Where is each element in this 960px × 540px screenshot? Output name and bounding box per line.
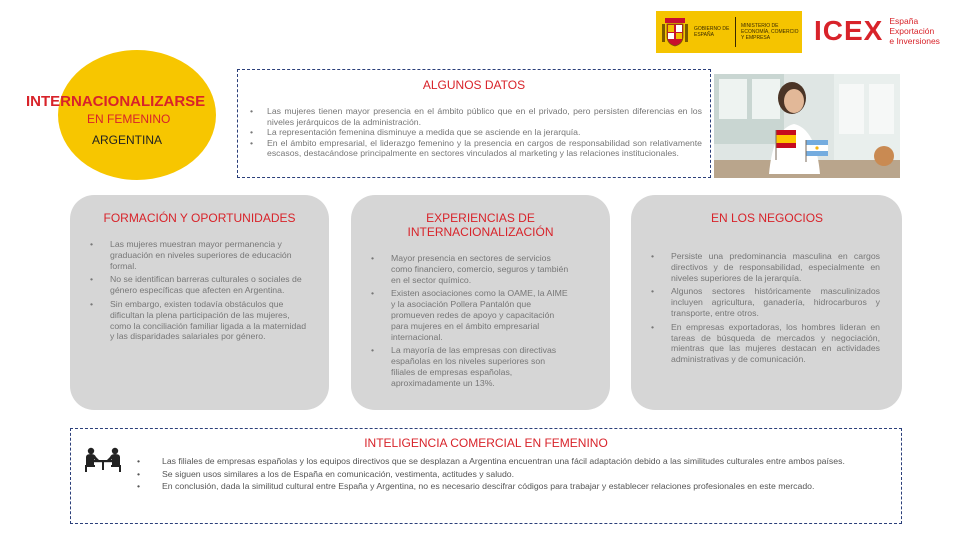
experiencias-heading-line: EXPERIENCIAS DE: [426, 211, 535, 225]
list-item: • La mayoría de las empresas con directivas españolas en los niveles superiores son filiales de empresas españolas, aproximadamente un 13%.: [371, 345, 570, 388]
icex-subtitle-line: e Inversiones: [889, 36, 940, 46]
list-item: • Se siguen usos similares a los de España en comunicación, vestimenta, actitudes y saludo.: [137, 469, 881, 480]
list-item: • Persiste una predominancia masculina en cargos directivos y de responsabilidad, especialmente en niveles superiores de la jerarquía.: [651, 251, 880, 283]
list-item: • Las filiales de empresas españolas y los equipos directivos que se desplazan a Argentina encuentran una fácil adaptación debido a las similitudes culturales entre ambos países.: [137, 456, 881, 467]
list-item: • En conclusión, dada la similitud cultural entre España y Argentina, no es necesario descifrar códigos para trabajar y establecer relaciones profesionales en este mercado.: [137, 481, 881, 492]
icex-wordmark: ICEX: [814, 15, 884, 46]
icex-subtitle-line: España: [889, 16, 919, 26]
page-subtitle: EN FEMENINO: [87, 112, 171, 126]
negocios-card: [631, 195, 902, 410]
gov-logo-left-text: GOBIERNO DE ESPAÑA: [694, 26, 730, 38]
list-item: • En el ámbito empresarial, el liderazgo femenino y la presencia en cargos de responsabilidad son relativamente escasos, destacándose principalmente en sectores vinculados al marketing y las relaciones institucionales.: [250, 138, 702, 159]
country-label: ARGENTINA: [92, 133, 163, 147]
list-item: • Sin embargo, existen todavía obstáculos que dificultan la plena participación de las mujeres, como la conciliación familiar ligada a la maternidad y las disparidades salariales por género.: [90, 299, 307, 342]
list-item: • Mayor presencia en sectores de servicios como financiero, comercio, seguros y también en el sector químico.: [371, 253, 570, 285]
algunos-datos-list: [250, 106, 702, 159]
experiencias-heading-line: INTERNACIONALIZACIÓN: [407, 225, 554, 239]
list-item: • En empresas exportadoras, los hombres lideran en tareas de búsqueda de mercados y negociación, mientras que las mujeres destacan en actividades administrativas y de comunicación.: [651, 322, 880, 365]
list-item: • Existen asociaciones como la OAME, la AIME y la asociación Pollera Pantalón que promueven redes de apoyo y capacitación para mujeres en el ámbito empresarial internacional.: [371, 288, 570, 342]
spain-coat-of-arms-icon: [662, 16, 688, 48]
negocios-list: [651, 251, 880, 368]
inteligencia-list: [137, 456, 881, 494]
experiencias-heading: [351, 211, 610, 239]
inteligencia-comercial-box: [70, 428, 902, 524]
government-logo: [656, 11, 802, 53]
formacion-heading: FORMACIÓN Y OPORTUNIDADES: [103, 211, 296, 225]
page-title: INTERNACIONALIZARSE: [26, 93, 206, 110]
list-item: • La representación femenina disminuye a medida que se asciende en la jerarquía.: [250, 127, 702, 138]
icex-subtitle: [889, 16, 940, 46]
icex-subtitle-line: Exportación: [889, 26, 935, 36]
list-item: • No se identifican barreras culturales o sociales de género específicas que afecten en Argentina.: [90, 274, 307, 296]
algunos-datos-heading: ALGUNOS DATOS: [422, 78, 526, 92]
business-meeting-icon: [83, 445, 123, 473]
gov-logo-divider: [735, 17, 736, 47]
list-item: • Las mujeres tienen mayor presencia en el ámbito público que en el privado, pero persisten diferencias en los niveles jerárquicos de la administración.: [250, 106, 702, 127]
icex-logo: [814, 15, 940, 47]
list-item: • Las mujeres muestran mayor permanencia y graduación en niveles superiores de educación formal.: [90, 239, 307, 271]
algunos-datos-box: [237, 69, 711, 178]
experiencias-list: [371, 253, 570, 392]
inteligencia-heading: INTELIGENCIA COMERCIAL EN FEMENINO: [364, 436, 608, 450]
negocios-heading: EN LOS NEGOCIOS: [711, 211, 824, 225]
gov-logo-right-text: MINISTERIO DE ECONOMÍA, COMERCIO Y EMPRESA: [741, 23, 799, 41]
experiencias-card: [351, 195, 610, 410]
formacion-list: [90, 239, 307, 345]
woman-holding-flags-photo: [714, 74, 900, 178]
list-item: • Algunos sectores históricamente masculinizados incluyen agricultura, ganadería, hidrocarburos y transporte, entre otros.: [651, 286, 880, 318]
formacion-card: [70, 195, 329, 410]
